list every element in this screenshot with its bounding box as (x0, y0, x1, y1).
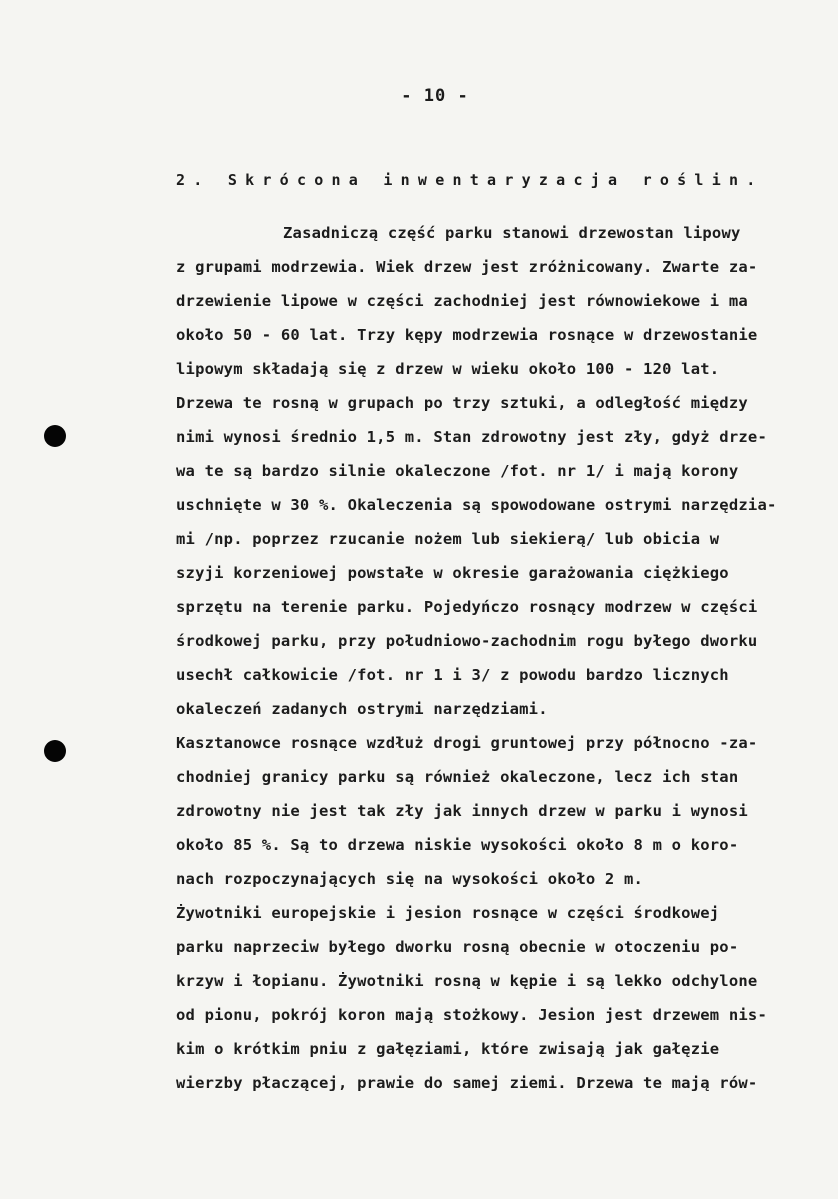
body-line: Żywotniki europejskie i jesion rosnące w części środkowej (176, 904, 720, 922)
body-line: usechł całkowicie /fot. nr 1 i 3/ z powodu bardzo licznych (176, 666, 729, 684)
section-heading: 2. Skrócona inwentaryzacja roślin. (176, 171, 764, 189)
body-line: parku naprzeciw byłego dworku rosną obecnie w otoczeniu po- (176, 938, 739, 956)
body-line: okaleczeń zadanych ostrymi narzędziami. (176, 700, 548, 718)
body-line: drzewienie lipowe w części zachodniej jest równowiekowe i ma (176, 292, 748, 310)
body-line: od pionu, pokrój koron mają stożkowy. Jesion jest drzewem nis- (176, 1006, 767, 1024)
body-line: lipowym składają się z drzew w wieku około 100 - 120 lat. (176, 360, 720, 378)
body-line: sprzętu na terenie parku. Pojedyńczo rosnący modrzew w części (176, 598, 758, 616)
body-line: środkowej parku, przy południowo-zachodnim rogu byłego dworku (176, 632, 758, 650)
body-line: około 85 %. Są to drzewa niskie wysokości około 8 m o koro- (176, 836, 739, 854)
body-line: Zasadniczą część parku stanowi drzewostan lipowy (283, 224, 741, 242)
body-line: zdrowotny nie jest tak zły jak innych drzew w parku i wynosi (176, 802, 748, 820)
body-line: krzyw i łopianu. Żywotniki rosną w kępie i są lekko odchylone (176, 972, 758, 990)
body-line: około 50 - 60 lat. Trzy kępy modrzewia rosnące w drzewostanie (176, 326, 758, 344)
body-line: nach rozpoczynających się na wysokości około 2 m. (176, 870, 644, 888)
body-line: Kasztanowce rosnące wzdłuż drogi gruntowej przy północno -za- (176, 734, 758, 752)
body-line: wierzby płaczącej, prawie do samej ziemi. Drzewa te mają rów- (176, 1074, 758, 1092)
body-line: szyji korzeniowej powstałe w okresie garażowania ciężkiego (176, 564, 729, 582)
body-line: wa te są bardzo silnie okaleczone /fot. nr 1/ i mają korony (176, 462, 739, 480)
body-line: kim o krótkim pniu z gałęziami, które zwisają jak gałęzie (176, 1040, 720, 1058)
body-line: z grupami modrzewia. Wiek drzew jest zróżnicowany. Zwarte za- (176, 258, 758, 276)
page-number: - 10 - (401, 86, 469, 106)
body-line: nimi wynosi średnio 1,5 m. Stan zdrowotny jest zły, gdyż drze- (176, 428, 767, 446)
body-line: Drzewa te rosną w grupach po trzy sztuki, a odległość między (176, 394, 748, 412)
punch-hole-mark (44, 740, 66, 762)
body-line: uschnięte w 30 %. Okaleczenia są spowodowane ostrymi narzędzia- (176, 496, 777, 514)
body-line: mi /np. poprzez rzucanie nożem lub siekierą/ lub obicia w (176, 530, 720, 548)
punch-hole-mark (44, 425, 66, 447)
body-line: chodniej granicy parku są również okaleczone, lecz ich stan (176, 768, 739, 786)
